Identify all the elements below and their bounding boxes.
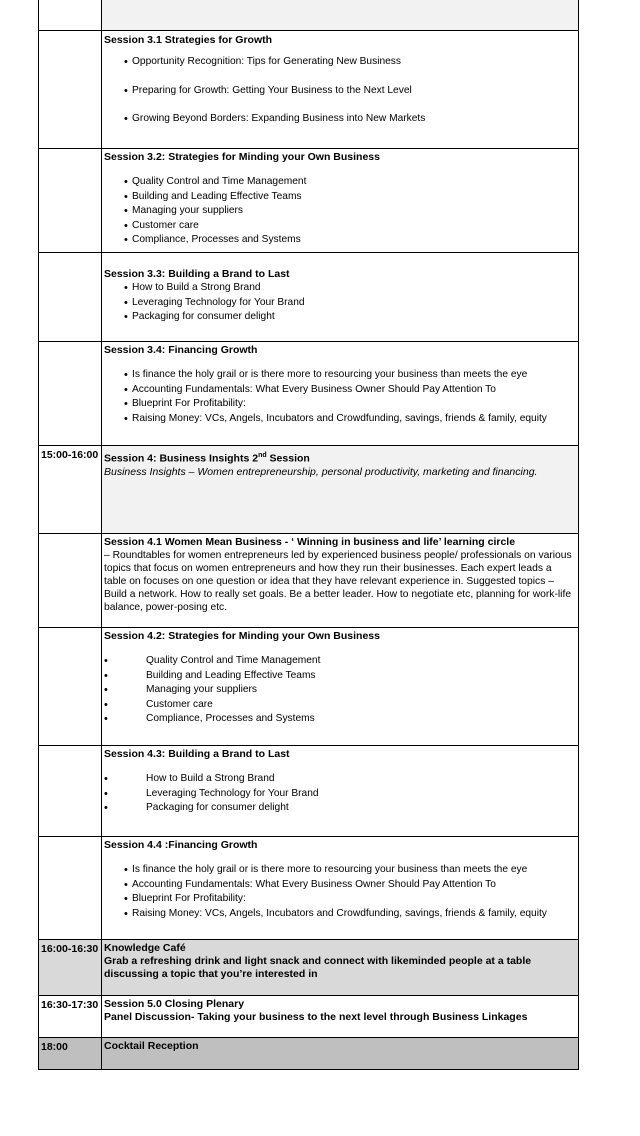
list-item: • Leveraging Technology for Your Brand [104,296,576,311]
agenda-row-partial [38,0,579,31]
content-cell [102,628,578,745]
list-item: • Raising Money: VCs, Angels, Incubators and Crowdfunding, savings, friends & family, equity [104,412,576,427]
list-item: • Preparing for Growth: Getting Your Business to the Next Level [104,84,576,99]
time-cell [39,0,102,30]
session-title-end: Session [266,452,310,465]
list-item: • How to Build a Strong Brand [104,281,576,296]
list-item: • Compliance, Processes and Systems [104,233,576,248]
topic-list [104,55,576,127]
list-item: • Growing Beyond Borders: Expanding Business into New Markets [104,112,576,127]
list-item: • How to Build a Strong Brand [104,772,576,787]
time-cell [39,31,102,148]
list-item: • Building and Leading Effective Teams [104,669,576,684]
list-item: • Managing your suppliers [104,204,576,219]
topic-list [104,281,576,325]
time-cell [39,746,102,836]
session-title: Session 4.3: Building a Brand to Last [104,748,290,760]
time-cell [39,149,102,252]
list-item: • Accounting Fundamentals: What Every Business Owner Should Pay Attention To [104,383,576,398]
session-title: Session 4.2: Strategies for Minding your Own Business [104,630,380,642]
time-cell [39,628,102,745]
list-item: • Is finance the holy grail or is there more to resourcing your business than meets the eye [104,368,576,383]
content-cell [102,0,578,30]
list-item: • Customer care [104,219,576,234]
list-item: • Quality Control and Time Management [104,654,576,669]
session-title: Cocktail Reception [104,1040,199,1052]
time-cell: 15:00-16:00 [39,446,102,533]
topic-list [104,772,576,816]
content-cell [102,746,578,836]
content-cell [102,31,578,148]
list-item: • Accounting Fundamentals: What Every Business Owner Should Pay Attention To [104,878,576,893]
list-item: • Compliance, Processes and Systems [104,712,576,727]
agenda-row-session-3-2 [38,149,579,253]
content-cell [102,534,578,627]
agenda-row-session-4-3 [38,746,579,837]
topic-list [104,654,576,727]
agenda-row-closing-plenary [38,996,579,1038]
content-cell [102,253,578,341]
time-cell [39,534,102,627]
topic-list [104,863,576,921]
list-item: • Packaging for consumer delight [104,801,576,816]
agenda-row-session-3-3 [38,253,579,342]
agenda-row-session-3-4 [38,342,579,446]
agenda-table [38,0,579,1070]
agenda-row-cocktail [38,1038,579,1070]
list-item: • Blueprint For Profitability: [104,892,576,907]
content-cell [102,1038,578,1069]
agenda-row-session-3-1 [38,31,579,149]
content-cell [102,837,578,939]
list-item: • Raising Money: VCs, Angels, Incubators and Crowdfunding, savings, friends & family, equity [104,907,576,922]
time-cell: 16:30-17:30 [39,996,102,1037]
time-cell [39,253,102,341]
list-item: • Quality Control and Time Management [104,175,576,190]
agenda-row-session-4-2 [38,628,579,746]
session-title [104,449,576,466]
list-item: • Customer care [104,698,576,713]
content-cell [102,996,578,1037]
list-item: • Packaging for consumer delight [104,310,576,325]
list-item: • Is finance the holy grail or is there more to resourcing your business than meets the eye [104,863,576,878]
session-description: Business Insights – Women entrepreneurship, personal productivity, marketing and financing. [104,465,538,478]
list-item: • Building and Leading Effective Teams [104,190,576,205]
session-description: Grab a refreshing drink and light snack and connect with likeminded people at a table discussing a topic that you’re interested in [104,955,532,980]
session-description: – Roundtables for women entrepreneurs led by experienced business people/ professionals on various topics that focus on women entrepreneurs and how they run their businesses. Each expert leads a table on focuses on one question or idea that they have relevant experience in. Suggested topics – Build a network. How to really set goals. Be a better leader. How to negotiate etc, planning for work-life balance, power-posing etc. [104,550,572,613]
time-cell [39,837,102,939]
session-title: Session 5.0 Closing Plenary [104,998,245,1010]
list-item: • Managing your suppliers [104,683,576,698]
session-title: Session 4.1 Women Mean Business - ‘ Winning in business and life’ learning circle [104,536,516,548]
agenda-row-session-4-1 [38,534,579,628]
time-cell: 18:00 [39,1038,102,1069]
session-title: Session 3.1 Strategies for Growth [104,34,273,46]
list-item: • Blueprint For Profitability: [104,397,576,412]
list-item: • Leveraging Technology for Your Brand [104,787,576,802]
session-title: Session 3.3: Building a Brand to Last [104,268,290,280]
content-cell [102,342,578,445]
agenda-row-session-4 [38,446,579,534]
agenda-row-knowledge-cafe [38,940,579,996]
session-title: Session 3.4: Financing Growth [104,344,258,356]
time-cell [39,342,102,445]
session-description: Panel Discussion- Taking your business to the next level through Business Linkages [104,1011,528,1023]
content-cell [102,940,578,995]
list-item: • Opportunity Recognition: Tips for Generating New Business [104,55,576,70]
ordinal-suffix: nd [258,452,267,459]
topic-list [104,368,576,426]
topic-list [104,175,576,248]
session-title-main: Session 4: Business Insights 2 [104,452,259,465]
session-title: Session 4.4 :Financing Growth [104,839,258,851]
time-cell: 16:00-16:30 [39,940,102,995]
session-title: Session 3.2: Strategies for Minding your Own Business [104,151,380,163]
content-cell [102,446,578,533]
content-cell [102,149,578,252]
agenda-row-session-4-4 [38,837,579,940]
session-title: Knowledge Café [104,942,186,954]
